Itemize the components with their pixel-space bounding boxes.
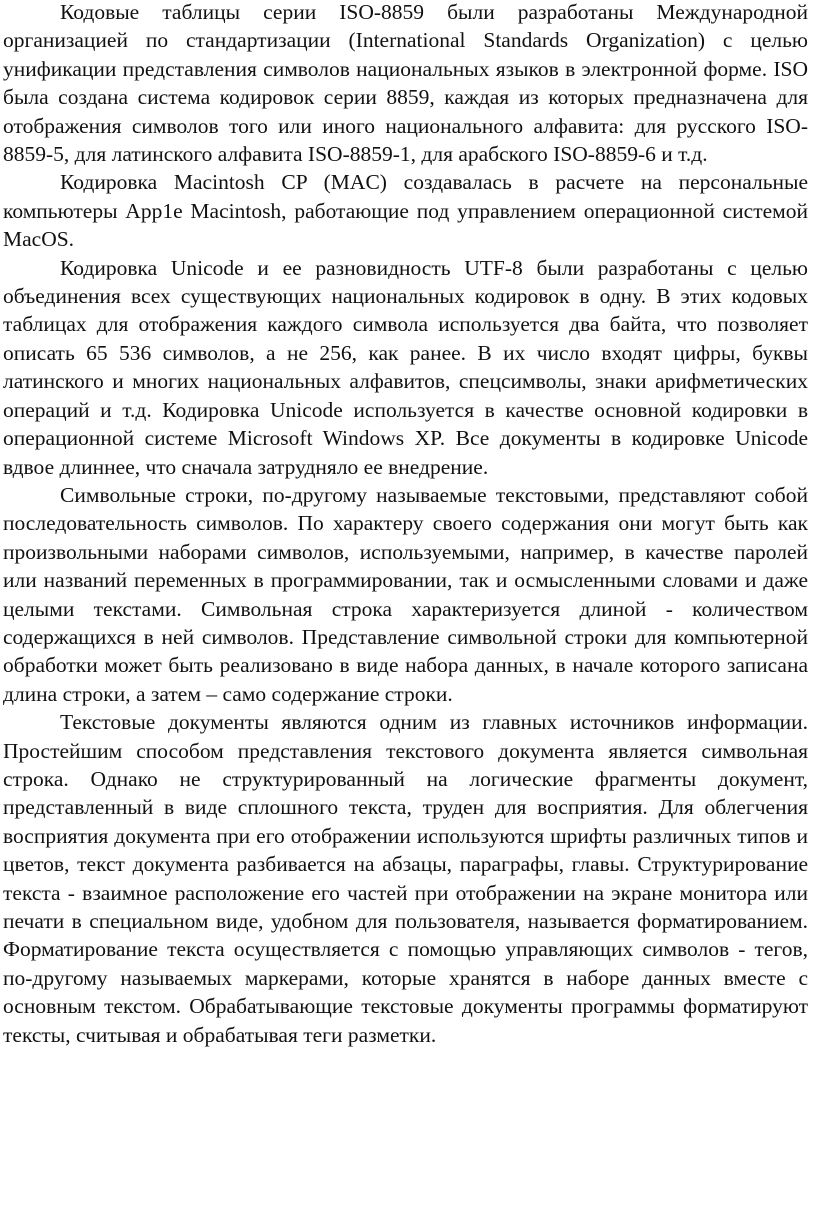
paragraph-iso-8859: Кодовые таблицы серии ISO-8859 были разработаны Международной организацией по стандартизации (International Standards Organization) с целью унификации представления символов национальных языков в электронной форме. ISO была создана система кодировок серии 8859, каждая из которых предназначена для отображения символов того или иного национального алфавита: для русского ISO-8859-5, для латинского алфавита ISO-8859-1, для арабского ISO-8859-6 и т.д. bbox=[3, 0, 808, 167]
paragraph-macintosh: Кодировка Macintosh CP (MAC) создавалась в расчете на персональные компьютеры App1e Macintosh, работающие под управлением операционной системой MacOS. bbox=[3, 170, 808, 252]
paragraph-symbol-strings: Символьные строки, по-другому называемые текстовыми, представляют собой последовательность символов. По характеру своего содержания они могут быть как произвольными наборами символов, используемыми, например, в качестве паролей или названий переменных в программировании, так и осмысленными словами и даже целыми текстами. Символьная строка характеризуется длиной - количеством содержащихся в ней символов. Представление символьной строки для компьютерной обработки может быть реализовано в виде набора данных, в начале которого записана длина строки, а затем – само содержание строки. bbox=[3, 482, 808, 706]
paragraph-text-documents: Текстовые документы являются одним из главных источников информации. Простейшим способом представления текстового документа является символьная строка. Однако не структурированный на логические фрагменты документ, представленный в виде сплошного текста, труден для восприятия. Для облегчения восприятия документа при его отображении используются шрифты различных типов и цветов, текст документа разбивается на абзацы, параграфы, главы. Структурирование текста - взаимное расположение его частей при отображении на экране монитора или печати в специальном виде, удобном для пользователя, называется форматированием. Форматирование текста осуществляется с помощью управляющих символов - тегов, по-другому называемых маркерами, которые хранятся в наборе данных вместе с основным текстом. Обрабатывающие текстовые документы программы форматируют тексты, считывая и обрабатывая теги разметки. bbox=[3, 710, 808, 1047]
paragraph-unicode: Кодировка Unicode и ее разновидность UTF-8 были разработаны с целью объединения всех существующих национальных кодировок в одну. В этих кодовых таблицах для отображения каждого символа используется два байта, что позволяет описать 65 536 символов, а не 256, как ранее. В их число входят цифры, буквы латинского и многих национальных алфавитов, спецсимволы, знаки арифметических операций и т.д. Кодировка Unicode используется в качестве основной кодировки в операционной системе Microsoft Windows XP. Все документы в кодировке Unicode вдвое длиннее, что сначала затрудняло ее внедрение. bbox=[3, 255, 808, 479]
